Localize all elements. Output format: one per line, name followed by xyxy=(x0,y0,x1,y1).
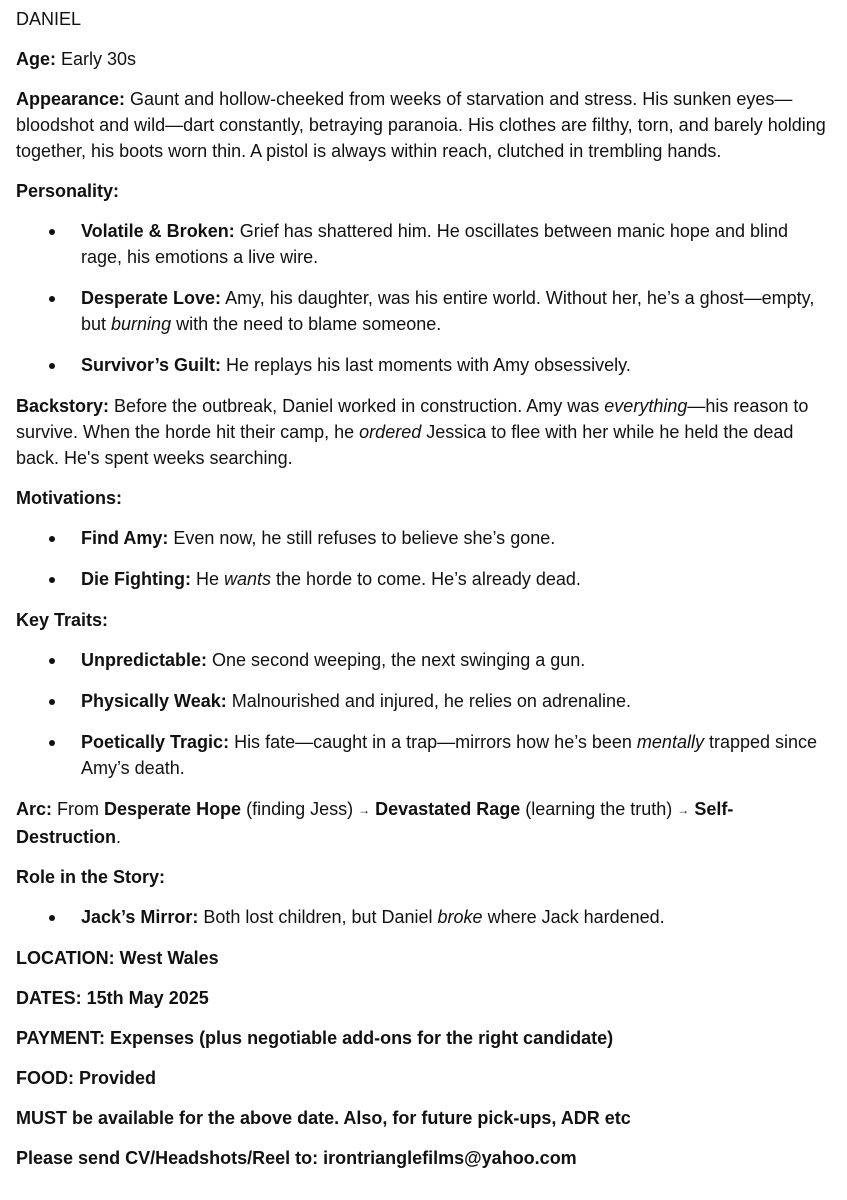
payment-line xyxy=(16,1025,831,1051)
key-trait-label: Unpredictable: xyxy=(81,650,208,670)
key-trait-emphasis: mentally xyxy=(636,732,704,752)
list-item xyxy=(16,285,831,337)
bullet-icon xyxy=(49,229,55,235)
food-line xyxy=(16,1065,831,1091)
key-trait-text: One second weeping, the next swinging a gun. xyxy=(207,650,586,670)
list-item xyxy=(16,904,831,930)
arc-paragraph xyxy=(16,796,831,850)
key-traits-heading xyxy=(16,607,831,633)
motivation-text: He xyxy=(190,569,224,589)
age-value: Early 30s xyxy=(56,49,137,69)
list-item xyxy=(16,352,831,378)
arc-end: . xyxy=(116,827,122,847)
location-text: LOCATION: West Wales xyxy=(16,948,219,968)
role-emphasis: broke xyxy=(437,907,483,927)
arrow-right-icon: → xyxy=(358,803,371,817)
arrow-right-icon: → xyxy=(677,803,690,817)
role-heading xyxy=(16,864,831,890)
availability-text: MUST be available for the above date. Also, for future pick-ups, ADR etc xyxy=(16,1108,631,1128)
motivations-heading-text: Motivations: xyxy=(16,488,122,508)
motivation-label: Find Amy: xyxy=(81,528,169,548)
appearance-label: Appearance: xyxy=(16,89,126,109)
arc-text: From xyxy=(52,799,105,819)
trait-label: Survivor’s Guilt: xyxy=(81,355,222,375)
trait-label: Volatile & Broken: xyxy=(81,221,235,241)
motivation-text: the horde to come. He’s already dead. xyxy=(271,569,581,589)
motivation-text: Even now, he still refuses to believe she’s gone. xyxy=(168,528,556,548)
backstory-paragraph xyxy=(16,393,831,471)
personality-heading-text: Personality: xyxy=(16,181,120,201)
motivations-list xyxy=(16,525,831,592)
bullet-icon xyxy=(49,915,55,921)
trait-label: Desperate Love: xyxy=(81,288,222,308)
bullet-icon xyxy=(49,658,55,664)
age-line xyxy=(16,46,831,72)
availability-line xyxy=(16,1105,831,1131)
location-line xyxy=(16,945,831,971)
appearance-paragraph xyxy=(16,86,831,164)
key-traits-list xyxy=(16,647,831,781)
role-heading-text: Role in the Story: xyxy=(16,867,166,887)
trait-text: Grief has shattered him. He oscillates between manic hope and blind rage, his emotions a live wire. xyxy=(81,221,789,267)
arc-stage: Self-Destruction xyxy=(16,799,734,847)
personality-heading xyxy=(16,178,831,204)
trait-text: with the need to blame someone. xyxy=(171,314,442,334)
backstory-emphasis: ordered xyxy=(359,422,422,442)
bullet-icon xyxy=(49,296,55,302)
arc-note: (finding Jess) xyxy=(241,799,359,819)
bullet-icon xyxy=(49,740,55,746)
list-item xyxy=(16,218,831,270)
role-text: Both lost children, but Daniel xyxy=(198,907,438,927)
dates-line xyxy=(16,985,831,1011)
character-name: DANIEL xyxy=(16,9,82,29)
arc-label: Arc: xyxy=(16,799,53,819)
trait-text: He replays his last moments with Amy obsessively. xyxy=(221,355,631,375)
arc-stage: Devastated Rage xyxy=(375,799,521,819)
contact-text: Please send CV/Headshots/Reel to: irontrianglefilms@yahoo.com xyxy=(16,1148,577,1168)
bullet-icon xyxy=(49,363,55,369)
key-trait-text: Malnourished and injured, he relies on adrenaline. xyxy=(226,691,632,711)
key-trait-text: His fate—caught in a trap—mirrors how he’s been xyxy=(229,732,637,752)
contact-line xyxy=(16,1145,831,1171)
role-text: where Jack hardened. xyxy=(482,907,665,927)
trait-text: Amy, his daughter, was his entire world. Without her, he’s a ghost—empty, but xyxy=(81,288,815,334)
personality-list xyxy=(16,218,831,378)
bullet-icon xyxy=(49,536,55,542)
arc-stage: Desperate Hope xyxy=(104,799,242,819)
role-list xyxy=(16,904,831,930)
motivation-emphasis: wants xyxy=(224,569,272,589)
key-traits-heading-text: Key Traits: xyxy=(16,610,109,630)
backstory-text: Jessica to flee with her while he held the dead back. He's spent weeks searching. xyxy=(16,422,794,468)
list-item xyxy=(16,566,831,592)
backstory-label: Backstory: xyxy=(16,396,110,416)
list-item xyxy=(16,729,831,781)
trait-emphasis: burning xyxy=(111,314,172,334)
backstory-emphasis: everything xyxy=(604,396,688,416)
key-trait-text: trapped since Amy’s death. xyxy=(81,732,818,778)
role-label: Jack’s Mirror: xyxy=(81,907,199,927)
bullet-icon xyxy=(49,699,55,705)
key-trait-label: Poetically Tragic: xyxy=(81,732,230,752)
arc-note: (learning the truth) xyxy=(520,799,678,819)
motivation-label: Die Fighting: xyxy=(81,569,191,589)
food-text: FOOD: Provided xyxy=(16,1068,157,1088)
appearance-text: Gaunt and hollow-cheeked from weeks of starvation and stress. His sunken eyes—bloodshot and wild—dart constantly, betraying paranoia. His clothes are filthy, torn, and barely holding together, his boots worn thin. A pistol is always within reach, clutched in trembling hands. xyxy=(16,89,826,161)
backstory-text: Before the outbreak, Daniel worked in construction. Amy was xyxy=(109,396,605,416)
list-item xyxy=(16,525,831,551)
key-trait-label: Physically Weak: xyxy=(81,691,227,711)
backstory-text: —his reason to survive. When the horde hit their camp, he xyxy=(16,396,809,442)
age-label: Age: xyxy=(16,49,56,69)
list-item xyxy=(16,647,831,673)
dates-text: DATES: 15th May 2025 xyxy=(16,988,209,1008)
list-item xyxy=(16,688,831,714)
bullet-icon xyxy=(49,577,55,583)
motivations-heading xyxy=(16,485,831,511)
payment-text: PAYMENT: Expenses (plus negotiable add-ons for the right candidate) xyxy=(16,1028,614,1048)
